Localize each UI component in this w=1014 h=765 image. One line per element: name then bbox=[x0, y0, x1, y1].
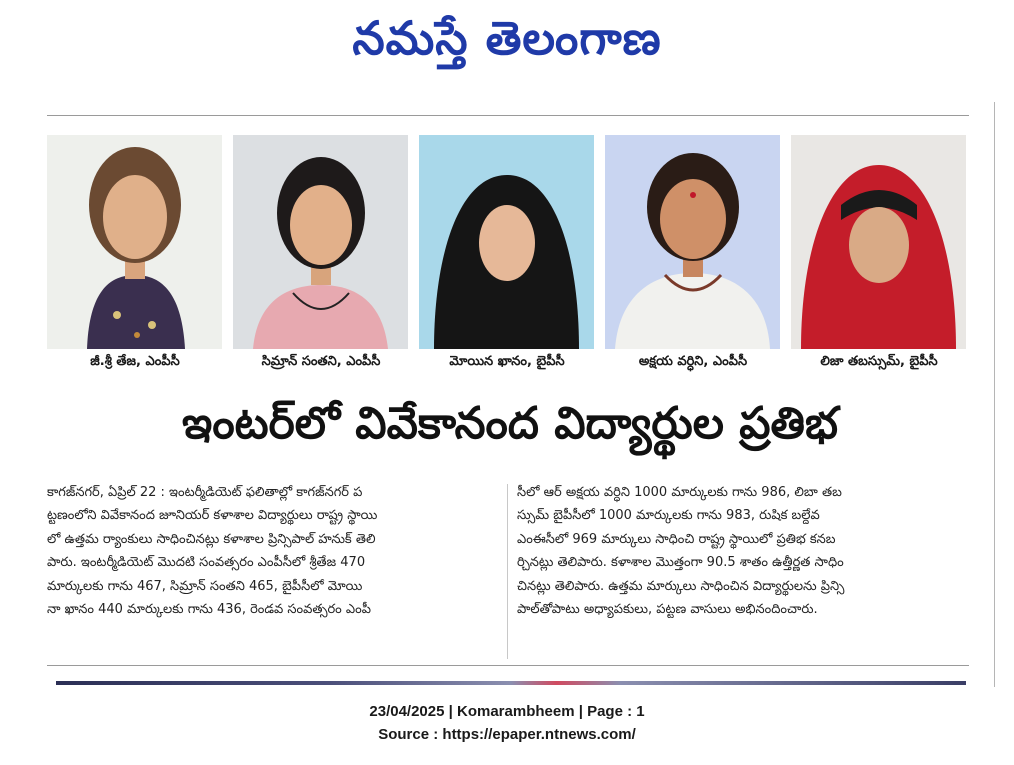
photo-caption-5: లిజా తబస్సుమ్, బైపీసీ bbox=[820, 354, 938, 369]
next-article-strip bbox=[56, 681, 966, 685]
article-line: ట్టణంలోని వివేకానంద జూనియర్ కళాశాల విద్యార్థులు రాష్ట్ర స్థాయి bbox=[47, 508, 378, 524]
student-photo-3 bbox=[419, 135, 594, 349]
article-line: మార్కులకు గాను 467, సిమ్రాన్ సంతని 465, బైపీసీలో మోయి bbox=[47, 578, 363, 594]
student-photo-5 bbox=[791, 135, 966, 349]
top-rule bbox=[47, 115, 969, 116]
article-line: పారు. ఇంటర్మీడియెట్ మొదటి సంవత్సరం ఎంపీసీలో శ్రీతేజ 470 bbox=[47, 555, 366, 571]
article-column-2 bbox=[517, 481, 844, 621]
article-column-1 bbox=[47, 481, 377, 621]
student-photo-2 bbox=[233, 135, 408, 349]
article-line: ర్చినట్లు తెలిపారు. కళాశాల మొత్తంగా 90.5 శాతం ఉత్తీర్ణత సాధిం bbox=[517, 555, 844, 571]
article-line: పాల్‌తోపాటు అధ్యాపకులు, పట్టణ వాసులు అభినందించారు. bbox=[517, 602, 818, 618]
photo-caption-1: జీ.శ్రీ తేజ, ఎంపీసీ bbox=[90, 354, 180, 369]
student-photo-4 bbox=[605, 135, 780, 349]
article-line: ఎంఈసీలో 969 మార్కులు సాధించి రాష్ట్ర స్థాయిలో ప్రతిభ కనబ bbox=[517, 531, 836, 547]
masthead-title: నమస్తే తెలంగాణ bbox=[352, 11, 662, 65]
article-line: సీలో ఆర్ అక్షయ వర్ధిని 1000 మార్కులకు గాను 986, లిబా తబ bbox=[517, 485, 842, 500]
article-line: లో ఉత్తమ ర్యాంకులు సాధించినట్లు కళాశాల ప్రిన్సిపాల్ హనుక్ తెలి bbox=[47, 531, 376, 547]
photo-caption-2: సిమ్రాన్ సంతని, ఎంపీసీ bbox=[261, 354, 381, 369]
photo-caption-3: మోయిన ఖానం, బైపీసీ bbox=[449, 354, 565, 369]
side-rule bbox=[994, 102, 995, 687]
bottom-rule bbox=[47, 665, 969, 666]
footer-date-edition: 23/04/2025 | Komarambheem | Page : 1 bbox=[369, 703, 645, 720]
article-line: నా ఖానం 440 మార్కులకు గాను 436, రెండవ సంవత్సరం ఎంపీ bbox=[47, 602, 371, 618]
photo-caption-4: అక్షయ వర్ధిని, ఎంపీసీ bbox=[638, 354, 748, 369]
student-photo-1 bbox=[47, 135, 222, 349]
footer-source: Source : https://epaper.ntnews.com/ bbox=[378, 726, 636, 743]
column-divider bbox=[507, 484, 508, 659]
article-line: స్సుమ్ బైపీసీలో 1000 మార్కులకు గాను 983, రుషిక బల్దేవ bbox=[517, 508, 820, 524]
article-line: చినట్లు తెలిపారు. ఉత్తమ మార్కులు సాధించిన విద్యార్థులను ప్రిన్సి bbox=[517, 578, 845, 594]
article-line: కాగజ్‌నగర్, ఏప్రిల్ 22 : ఇంటర్మీడియెట్ ఫలితాల్లో కాగజ్‌నగర్ ప bbox=[47, 485, 363, 500]
article-headline: ఇంటర్‌లో వివేకానంద విద్యార్థుల ప్రతిభ bbox=[182, 398, 838, 449]
